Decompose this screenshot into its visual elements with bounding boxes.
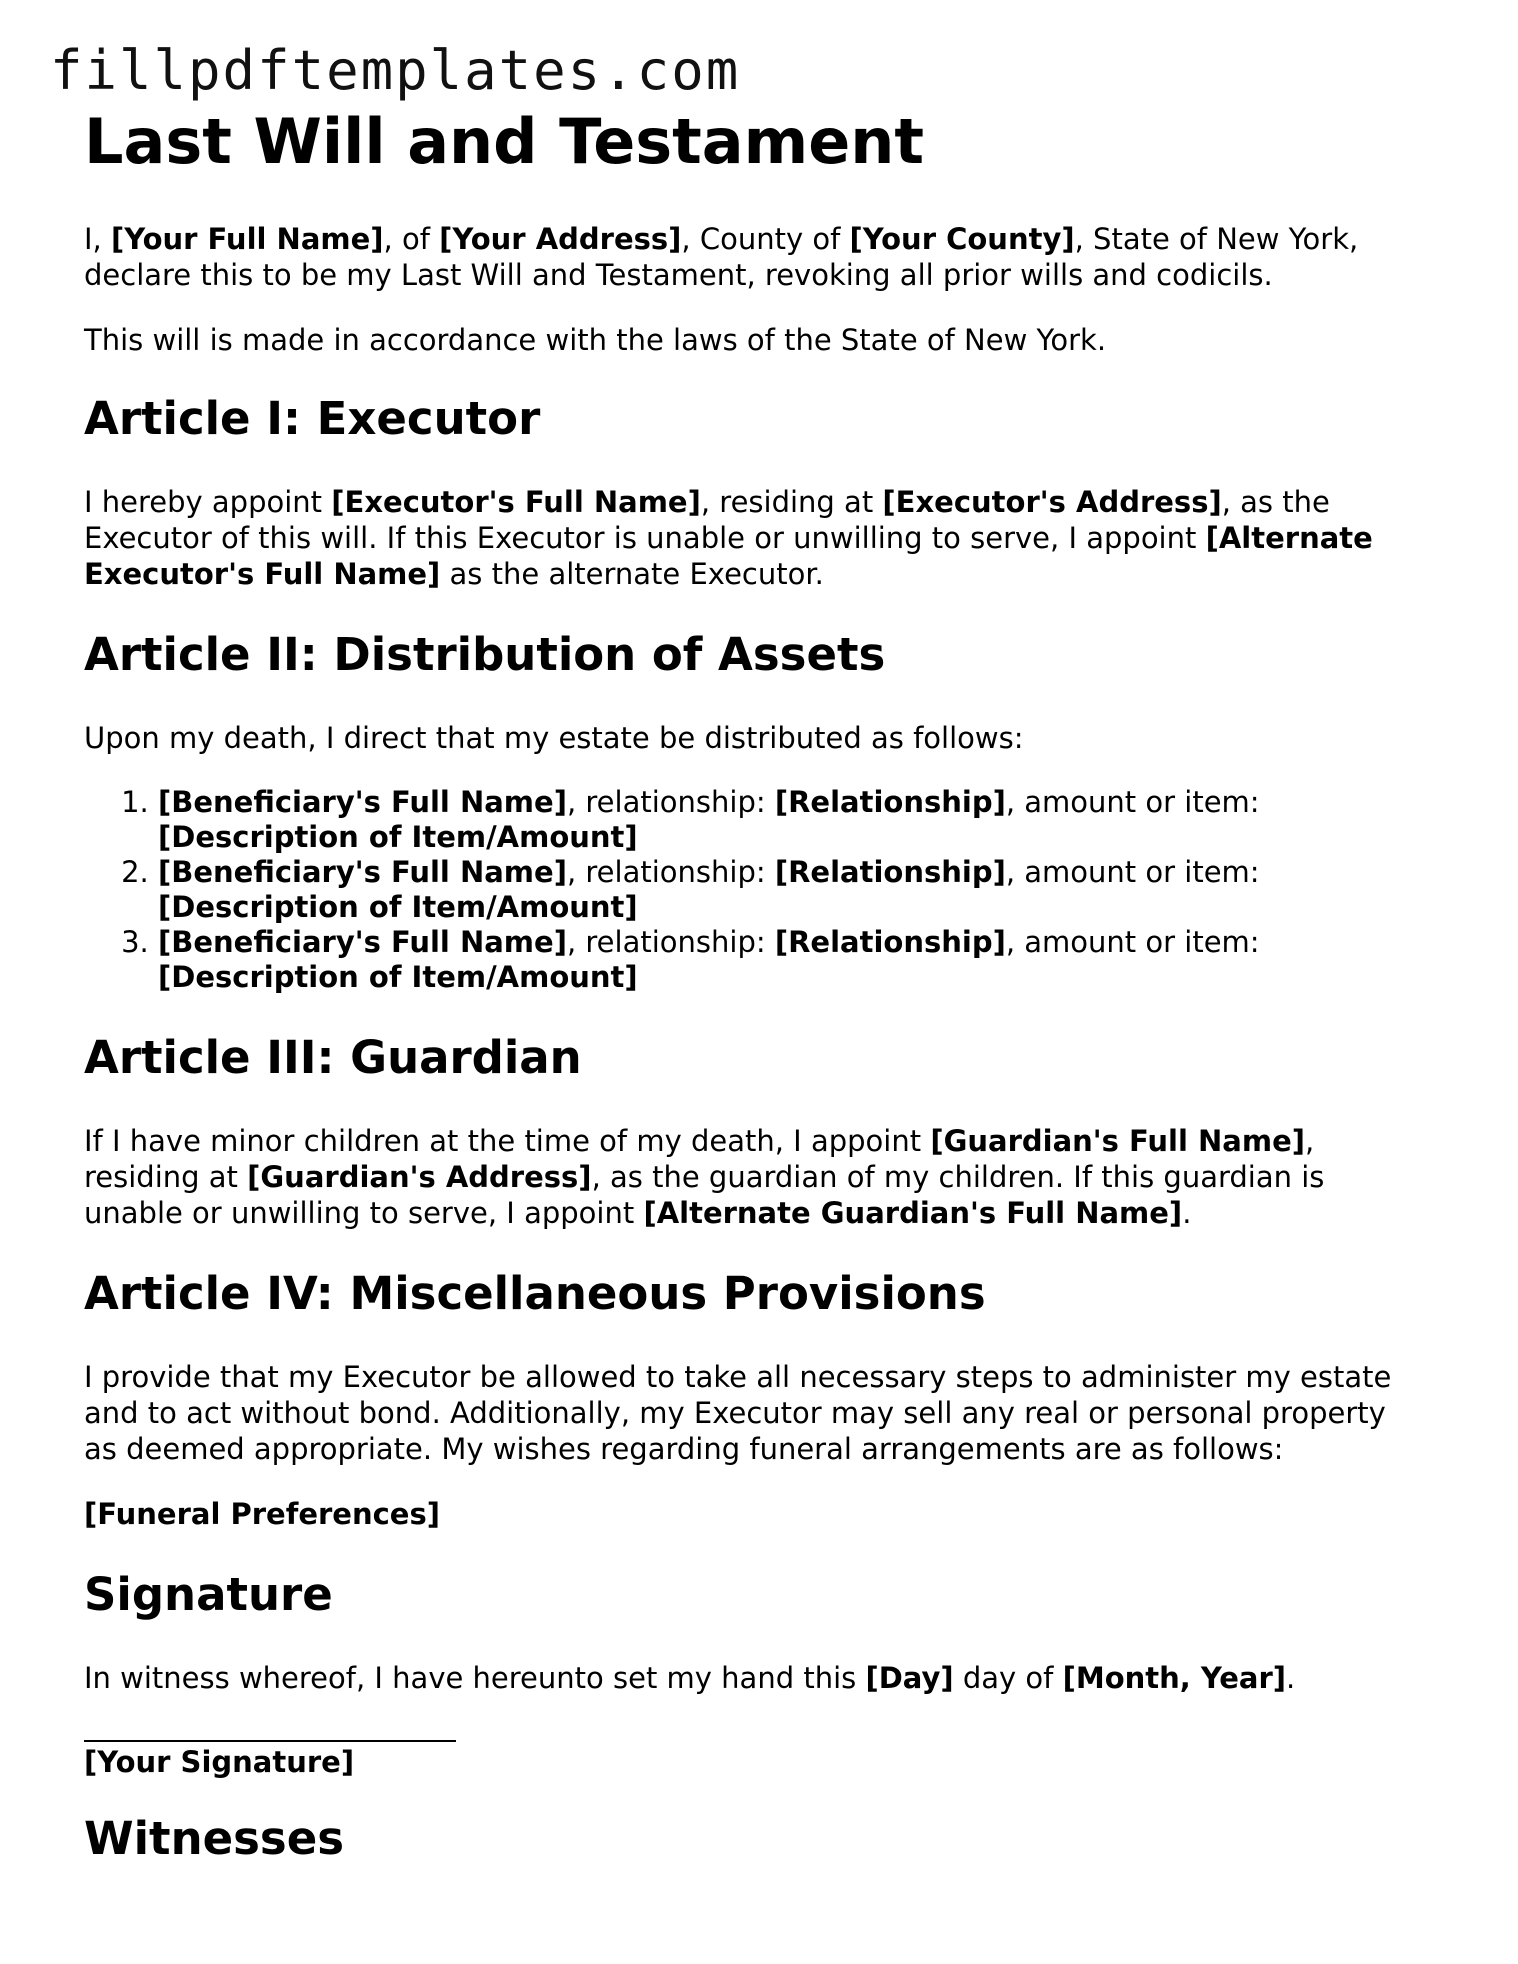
relationship-label: , relationship:: [566, 785, 775, 820]
intro-text-b: , of: [383, 222, 440, 257]
your-signature-text: [Your Signature]: [84, 1745, 355, 1780]
article-2-intro: Upon my death, I direct that my estate be distributed as follows:: [84, 721, 1024, 756]
article-1-heading: Article I: Executor: [84, 392, 541, 446]
article-1-paragraph: [84, 484, 1424, 592]
intro-text-d: , State of New York, declare this to be my Last Will and Testament, revoking all prior wills and codicils.: [84, 222, 1359, 293]
article-3-text-3: , as the guardian of my children. If this guardian is unable or unwilling to serve, I appoint: [84, 1160, 1325, 1231]
document-title: Last Will and Testament: [84, 105, 925, 178]
beneficiary-list: [84, 785, 1424, 995]
amount-label: , amount or item:: [1005, 785, 1260, 820]
article-4-paragraph: I provide that my Executor be allowed to take all necessary steps to administer my estate and to act without bond. Additionally, my Executor may sell any real or personal property as deemed appropriate. My wishes regarding funeral arrangements are as follows:: [84, 1360, 1392, 1467]
article-1-text-4: as the alternate Executor.: [440, 557, 824, 592]
article-3-text-2: , residing at: [84, 1124, 1315, 1195]
relationship-label: , relationship:: [566, 855, 775, 890]
funeral-preferences-text: [Funeral Preferences]: [84, 1497, 440, 1532]
intro-paragraph: [84, 221, 1424, 293]
document-body: [84, 106, 1424, 1904]
jurisdiction-paragraph: This will is made in accordance with the laws of the State of New York.: [84, 323, 1107, 358]
amount-label: , amount or item:: [1005, 855, 1260, 890]
alternate-guardian-placeholder: [Alternate Guardian's Full Name]: [643, 1196, 1183, 1231]
beneficiary-name: [Beneficiary's Full Name]: [158, 785, 567, 820]
article-3-paragraph: [84, 1123, 1424, 1231]
intro-text-c: , County of: [681, 222, 850, 257]
description-placeholder: [Description of Item/Amount]: [158, 820, 638, 855]
beneficiary-item: [158, 925, 1424, 995]
article-1-text-1: I hereby appoint: [84, 485, 332, 520]
article-3-text-1: If I have minor children at the time of my death, I appoint: [84, 1124, 931, 1159]
relationship-placeholder: [Relationship]: [774, 785, 1006, 820]
watermark-text: fillpdftemplates.com: [50, 39, 741, 102]
executor-address-placeholder: [Executor's Address]: [882, 485, 1222, 520]
your-full-name-placeholder: [Your Full Name]: [111, 222, 384, 257]
beneficiary-name: [Beneficiary's Full Name]: [158, 855, 567, 890]
guardian-name-placeholder: [Guardian's Full Name]: [930, 1124, 1306, 1159]
signature-paragraph: [84, 1660, 1424, 1696]
beneficiary-name: [Beneficiary's Full Name]: [158, 925, 567, 960]
intro-text-a: I,: [84, 222, 111, 257]
article-1-text-2: , residing at: [700, 485, 883, 520]
relationship-placeholder: [Relationship]: [774, 925, 1006, 960]
article-3-heading: Article III: Guardian: [84, 1031, 582, 1085]
executor-name-placeholder: [Executor's Full Name]: [331, 485, 701, 520]
signature-text-1: In witness whereof, I have hereunto set my hand this: [84, 1661, 866, 1696]
your-signature-label: [84, 1744, 1424, 1780]
signature-text-3: .: [1286, 1661, 1296, 1696]
article-2-heading: Article II: Distribution of Assets: [84, 628, 886, 682]
signature-line[interactable]: [84, 1700, 456, 1742]
description-placeholder: [Description of Item/Amount]: [158, 960, 638, 995]
article-3-text-4: .: [1182, 1196, 1192, 1231]
relationship-placeholder: [Relationship]: [774, 855, 1006, 890]
month-year-placeholder: [Month, Year]: [1062, 1661, 1287, 1696]
article-1-text-3: , as the Executor of this will. If this Executor is unable or unwilling to serve, I appoint: [84, 485, 1330, 556]
signature-text-2: day of: [953, 1661, 1063, 1696]
your-county-placeholder: [Your County]: [849, 222, 1075, 257]
witnesses-heading: Witnesses: [84, 1812, 345, 1866]
beneficiary-item: [158, 785, 1424, 855]
amount-label: , amount or item:: [1005, 925, 1260, 960]
signature-heading: Signature: [84, 1568, 333, 1622]
description-placeholder: [Description of Item/Amount]: [158, 890, 638, 925]
relationship-label: , relationship:: [566, 925, 775, 960]
beneficiary-item: [158, 855, 1424, 925]
guardian-address-placeholder: [Guardian's Address]: [247, 1160, 592, 1195]
your-address-placeholder: [Your Address]: [439, 222, 682, 257]
funeral-preferences-placeholder: [84, 1496, 1424, 1532]
day-placeholder: [Day]: [865, 1661, 954, 1696]
alternate-executor-placeholder: [Alternate Executor's Full Name]: [84, 521, 1373, 592]
article-4-heading: Article IV: Miscellaneous Provisions: [84, 1267, 986, 1321]
